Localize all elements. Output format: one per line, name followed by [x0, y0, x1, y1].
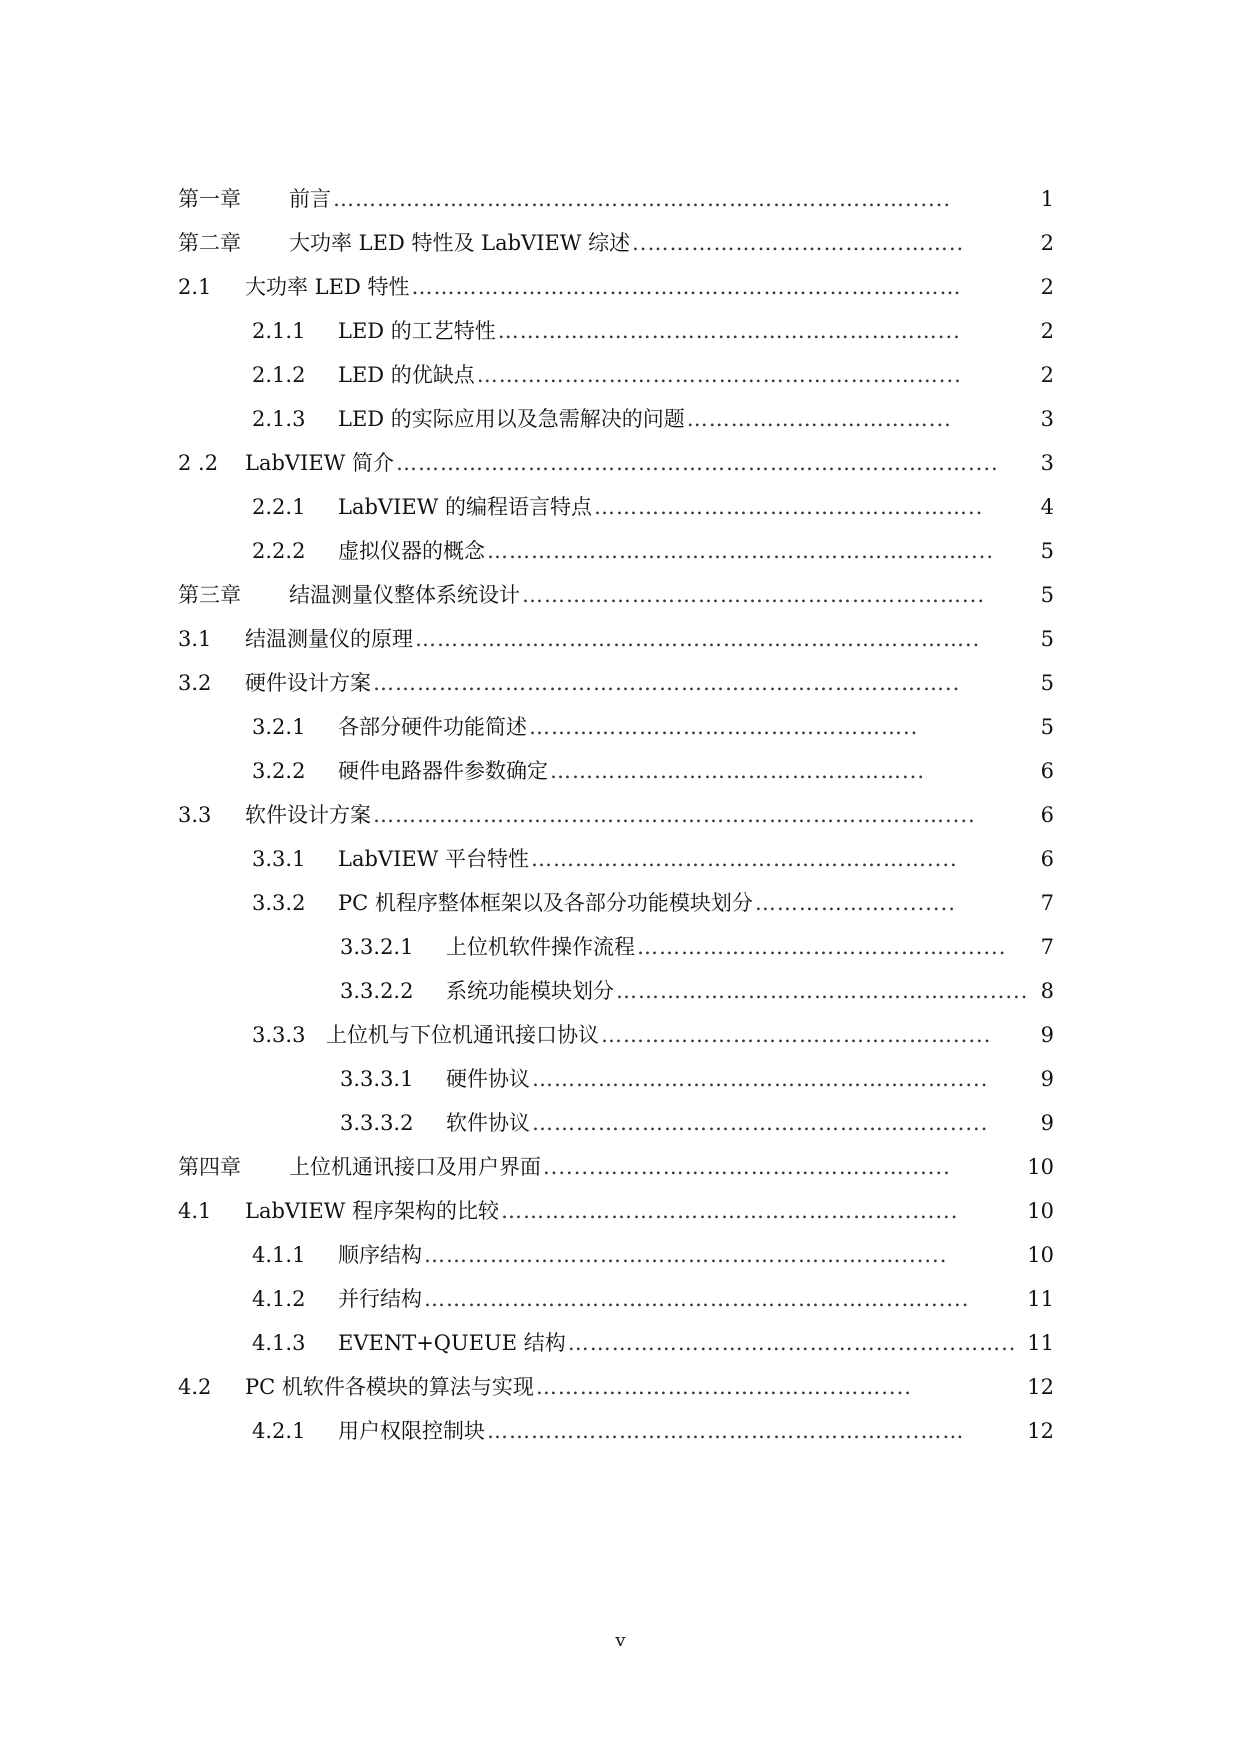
toc-entry-page: 2 [1040, 319, 1054, 343]
toc-entry-page: 4 [1040, 495, 1054, 519]
toc-entry-leader-tail: ..... [950, 1111, 989, 1135]
toc-entry-title: LabVIEW 简介 [245, 451, 394, 475]
toc-entry-title: LED 的优缺点 [338, 363, 475, 387]
toc-entry-number: 3.2.2 [252, 759, 306, 783]
toc-entry-title: LabVIEW 的编程语言特点 [338, 495, 592, 519]
toc-entry-leader-tail: ..... [950, 1067, 989, 1091]
toc-entry[interactable] [0, 888, 1241, 918]
toc-entry-page: 10 [1027, 1199, 1054, 1223]
toc-entry-leader [529, 712, 1039, 742]
toc-entry-leader [550, 756, 1039, 786]
toc-entry-number: 2.1 [178, 275, 212, 299]
toc-entry-leader-dots: …………………………… [686, 407, 929, 431]
toc-entry-leader [522, 580, 1039, 610]
toc-entry-number: 3.2 [178, 671, 212, 695]
toc-entry-number: 3.2.1 [252, 715, 306, 739]
toc-entry-leader-tail: ..... [953, 1023, 992, 1047]
toc-entry-leader [687, 404, 1039, 434]
toc-entry-leader-tail: ... [902, 759, 926, 783]
toc-entry-page: 2 [1040, 275, 1054, 299]
toc-entry-page: 7 [1040, 891, 1054, 915]
toc-entry-page: 9 [1040, 1067, 1054, 1091]
toc-entry-number: 3.3.1 [252, 847, 306, 871]
toc-entry-page: 3 [1040, 407, 1054, 431]
toc-entry-title: EVENT+QUEUE 结构 [338, 1331, 566, 1355]
toc-entry-title: 大功率 LED 特性 [245, 275, 410, 299]
toc-entry-title: 虚拟仪器的概念 [338, 539, 485, 563]
toc-entry-title: LabVIEW 平台特性 [338, 847, 529, 871]
toc-entry-leader-dots: ………………………………………………………… [487, 539, 971, 563]
toc-entry-number: 2.1.2 [252, 363, 306, 387]
toc-entry-leader-tail: ... [928, 407, 952, 431]
toc-entry-title: 上位机与下位机通讯接口协议 [326, 1023, 599, 1047]
toc-entry-page: 6 [1040, 803, 1054, 827]
toc-entry-leader-tail: ......... [886, 891, 956, 915]
toc-entry-leader [601, 1020, 1039, 1050]
toc-entry-number: 4.2.1 [252, 1419, 306, 1443]
toc-entry-leader-dots: ………………………………………………………..… [424, 1287, 924, 1311]
toc-entry[interactable] [0, 536, 1241, 566]
toc-entry-leader-dots: …………………………………………… [529, 715, 903, 739]
toc-entry-page: 10 [1027, 1155, 1054, 1179]
toc-entry-title: 各部分硬件功能简述 [338, 715, 527, 739]
toc-entry-leader [424, 1240, 1025, 1270]
toc-entry-leader [616, 976, 1039, 1006]
toc-entry-leader [532, 1108, 1039, 1138]
toc-entry-number: 第四章 [178, 1155, 241, 1179]
toc-entry-number: 2.2.1 [252, 495, 306, 519]
toc-entry[interactable] [0, 1240, 1241, 1270]
toc-entry-number: 4.1 [178, 1199, 212, 1223]
toc-entry-number: 3.3.2 [252, 891, 306, 915]
toc-entry[interactable] [0, 668, 1241, 698]
toc-entry-number: 3.3 [178, 803, 212, 827]
toc-entry-page: 6 [1040, 847, 1054, 871]
toc-entry[interactable] [0, 1284, 1241, 1314]
toc-entry-leader-dots: …………………………………… [637, 935, 945, 959]
toc-entry-leader-tail: ...... [901, 1243, 948, 1267]
toc-entry-title: 硬件电路器件参数确定 [338, 759, 548, 783]
toc-entry-leader-tail: .. [945, 671, 961, 695]
toc-entry[interactable] [0, 976, 1241, 1006]
toc-entry[interactable] [0, 1108, 1241, 1138]
toc-entry-title: 软件设计方案 [245, 803, 371, 827]
toc-entry-page: 7 [1040, 935, 1054, 959]
toc-entry-title: 顺序结构 [338, 1243, 422, 1267]
toc-entry-leader-tail: .. [1001, 1331, 1017, 1355]
toc-entry-leader-tail: ….. [926, 231, 965, 255]
toc-entry-title: 硬件设计方案 [245, 671, 371, 695]
toc-entry-number: 3.1 [178, 627, 212, 651]
toc-entry-leader [755, 888, 1039, 918]
toc-entry-leader-dots: ………………………………………………… [532, 1067, 950, 1091]
toc-entry-leader-dots: ……………………………………………………..… [424, 1243, 902, 1267]
toc-entry-title: 系统功能模块划分 [446, 979, 614, 1003]
toc-entry-leader-dots: …………………………………………………………………… [373, 671, 945, 695]
toc-entry-leader-dots: ……………………………………………..…… [567, 1331, 1002, 1355]
toc-entry-leader-tail: ...... [923, 1287, 970, 1311]
toc-entry-leader-dots: …………………………………………………..…… [487, 1419, 965, 1443]
toc-entry-leader-dots: …………………………………………………………………… [333, 187, 905, 211]
toc-entry-leader-tail: .... [945, 803, 976, 827]
toc-entry-leader-tail: ........ [896, 1199, 959, 1223]
toc-entry-leader-dots: ………………………………………… [550, 759, 902, 783]
toc-entry[interactable] [0, 800, 1241, 830]
toc-entry-leader [543, 1152, 1025, 1182]
toc-entry-number: 3.3.3.2 [340, 1111, 414, 1135]
toc-entry-leader [632, 228, 1039, 258]
toc-entry-leader-tail: ...... [905, 187, 952, 211]
toc-entry-leader-tail: ........ [945, 935, 1007, 959]
toc-entry-leader-tail: .. [967, 495, 984, 519]
toc-entry-page: 8 [1040, 979, 1054, 1003]
toc-entry[interactable] [0, 316, 1241, 346]
toc-entry-title: 前言 [289, 187, 331, 211]
toc-entry-leader-tail: .. [903, 715, 919, 739]
toc-entry-leader-dots: ……………………………………………… [530, 847, 927, 871]
toc-entry-page: 5 [1040, 583, 1054, 607]
toc-entry-leader [477, 360, 1039, 390]
toc-entry-page: 5 [1040, 627, 1054, 651]
toc-entry-page: 11 [1027, 1331, 1054, 1355]
toc-entry-leader-dots: ………………………………………………………………… [411, 275, 962, 299]
toc-entry-page: 6 [1040, 759, 1054, 783]
toc-entry-number: 第一章 [178, 187, 241, 211]
toc-entry-leader-dots: ……………… [754, 891, 887, 915]
toc-entry-page: 5 [1040, 539, 1054, 563]
toc-entry-leader [637, 932, 1039, 962]
toc-entry-leader [424, 1284, 1025, 1314]
toc-entry-leader-tail: .... [967, 451, 999, 475]
toc-entry-title: 结温测量仪整体系统设计 [289, 583, 520, 607]
toc-entry-leader-tail: .. [965, 627, 981, 651]
toc-entry-page: 9 [1040, 1023, 1054, 1047]
toc-entry-leader-tail: ... [971, 539, 995, 563]
toc-entry-leader-tail: .... [926, 847, 958, 871]
toc-entry-leader-dots: ……………………………………………………… [476, 363, 939, 387]
toc-entry[interactable] [0, 1416, 1241, 1446]
toc-entry-leader-tail: ..... [990, 979, 1029, 1003]
toc-entry[interactable] [0, 448, 1241, 478]
toc-entry-leader-dots: …………………………………………… [593, 495, 968, 519]
toc-entry-title: 大功率 LED 特性及 LabVIEW 综述 [289, 231, 631, 255]
toc-entry-leader-dots: ……………………………………………… [500, 1199, 897, 1223]
toc-entry[interactable] [0, 1372, 1241, 1402]
toc-entry-leader [373, 668, 1039, 698]
toc-entry[interactable] [0, 756, 1241, 786]
toc-entry-title: PC 机软件各模块的算法与实现 [245, 1375, 534, 1399]
toc-entry-number: 2.1.3 [252, 407, 306, 431]
toc-entry[interactable] [0, 712, 1241, 742]
toc-entry-leader-dots: ………………………………………… [601, 1023, 953, 1047]
toc-entry-number: 2.2.2 [252, 539, 306, 563]
toc-entry-leader-tail: ... [962, 583, 986, 607]
toc-entry[interactable] [0, 1064, 1241, 1094]
toc-entry-title: LED 的工艺特性 [338, 319, 496, 343]
toc-entry[interactable] [0, 404, 1241, 434]
toc-entry-leader [487, 536, 1039, 566]
toc-entry-number: 第二章 [178, 231, 241, 255]
toc-entry-leader-tail: ...... [904, 1155, 951, 1179]
toc-entry-leader-dots: …………………………………………………… [522, 583, 962, 607]
toc-entry-leader-dots: ………………………………………………… [532, 1111, 950, 1135]
toc-entry[interactable] [0, 184, 1241, 214]
toc-entry-title: LED 的实际应用以及急需解决的问题 [338, 407, 685, 431]
toc-entry-title: PC 机程序整体框架以及各部分功能模块划分 [338, 891, 753, 915]
toc-entry-page: 10 [1027, 1243, 1054, 1267]
toc-entry-leader [498, 316, 1039, 346]
toc-entry-leader [415, 624, 1039, 654]
toc-entry-leader [501, 1196, 1025, 1226]
toc-entry-leader-tail: ... [937, 319, 961, 343]
toc-entry-page: 3 [1040, 451, 1054, 475]
toc-entry-leader [487, 1416, 1025, 1446]
toc-entry-title: 并行结构 [338, 1287, 422, 1311]
toc-entry-title: LabVIEW 程序架构的比较 [245, 1199, 499, 1223]
toc-entry-page: 2 [1040, 363, 1054, 387]
toc-entry-number: 4.2 [178, 1375, 212, 1399]
toc-entry-leader [531, 844, 1039, 874]
toc-entry-page: 12 [1027, 1419, 1054, 1443]
toc-entry-number: 3.3.2.2 [340, 979, 414, 1003]
toc-entry-leader-tail: ... [938, 363, 962, 387]
toc-entry[interactable] [0, 624, 1241, 654]
toc-entry-page: 11 [1027, 1287, 1054, 1311]
toc-entry-page: 12 [1027, 1375, 1054, 1399]
toc-entry-number: 4.1.1 [252, 1243, 306, 1267]
toc-entry-leader [333, 184, 1039, 214]
toc-entry-leader-dots: ………………………………………………………………… [415, 627, 965, 651]
toc-entry-number: 3.3.3.1 [340, 1067, 414, 1091]
toc-entry-leader [396, 448, 1039, 478]
toc-entry-number: 2.1.1 [252, 319, 306, 343]
toc-entry[interactable] [0, 1328, 1241, 1358]
toc-entry-leader [594, 492, 1039, 522]
toc-entry-title: 结温测量仪的原理 [245, 627, 413, 651]
toc-entry-number: 2 .2 [178, 451, 219, 475]
toc-entry[interactable] [0, 580, 1241, 610]
toc-entry-page: 5 [1040, 715, 1054, 739]
toc-entry-leader [532, 1064, 1039, 1094]
toc-entry-title: 软件协议 [446, 1111, 530, 1135]
toc-entry-leader [411, 272, 1038, 302]
toc-entry-leader-dots: ..……………………………..… [632, 231, 927, 255]
toc-entry-title: 上位机软件操作流程 [446, 935, 635, 959]
toc-entry-leader-dots: …………………………………………… [616, 979, 990, 1003]
toc-entry-leader-dots: …………………………………………………………………… [395, 451, 968, 475]
toc-entry[interactable] [0, 360, 1241, 390]
toc-entry-page: 1 [1040, 187, 1054, 211]
toc-entry-title: 上位机通讯接口及用户界面 [289, 1155, 541, 1179]
page-number: v [615, 1630, 626, 1651]
toc-entry-number: 3.3.2.1 [340, 935, 414, 959]
toc-entry-leader-tail: .... [881, 1375, 912, 1399]
toc-entry-page: 2 [1040, 231, 1054, 255]
toc-entry[interactable] [0, 272, 1241, 302]
toc-entry-number: 4.1.3 [252, 1331, 306, 1355]
toc-entry-number: 第三章 [178, 583, 241, 607]
toc-entry[interactable] [0, 932, 1241, 962]
toc-entry[interactable] [0, 1020, 1241, 1050]
toc-entry-leader [536, 1372, 1025, 1402]
toc-entry-page: 9 [1040, 1111, 1054, 1135]
toc-entry-leader-dots: …………………………………..…… [535, 1375, 882, 1399]
toc-entry[interactable] [0, 492, 1241, 522]
toc-entry-number: 4.1.2 [252, 1287, 306, 1311]
toc-entry-leader [373, 800, 1039, 830]
toc-entry[interactable] [0, 1196, 1241, 1226]
toc-entry-leader [568, 1328, 1026, 1358]
toc-entry-leader-dots: …………………………………………………… [497, 319, 938, 343]
toc-entry-number: 3.3.3 [252, 1023, 306, 1047]
toc-entry-leader-dots: …………………………………………………………………… [373, 803, 945, 827]
toc-entry-page: 5 [1040, 671, 1054, 695]
toc-entry[interactable] [0, 1152, 1241, 1182]
toc-entry[interactable] [0, 228, 1241, 258]
toc-entry-title: 用户权限控制块 [338, 1419, 485, 1443]
toc-entry-leader-dots: .......…………………………………… [543, 1155, 905, 1179]
toc-entry[interactable] [0, 844, 1241, 874]
toc-entry-title: 硬件协议 [446, 1067, 530, 1091]
